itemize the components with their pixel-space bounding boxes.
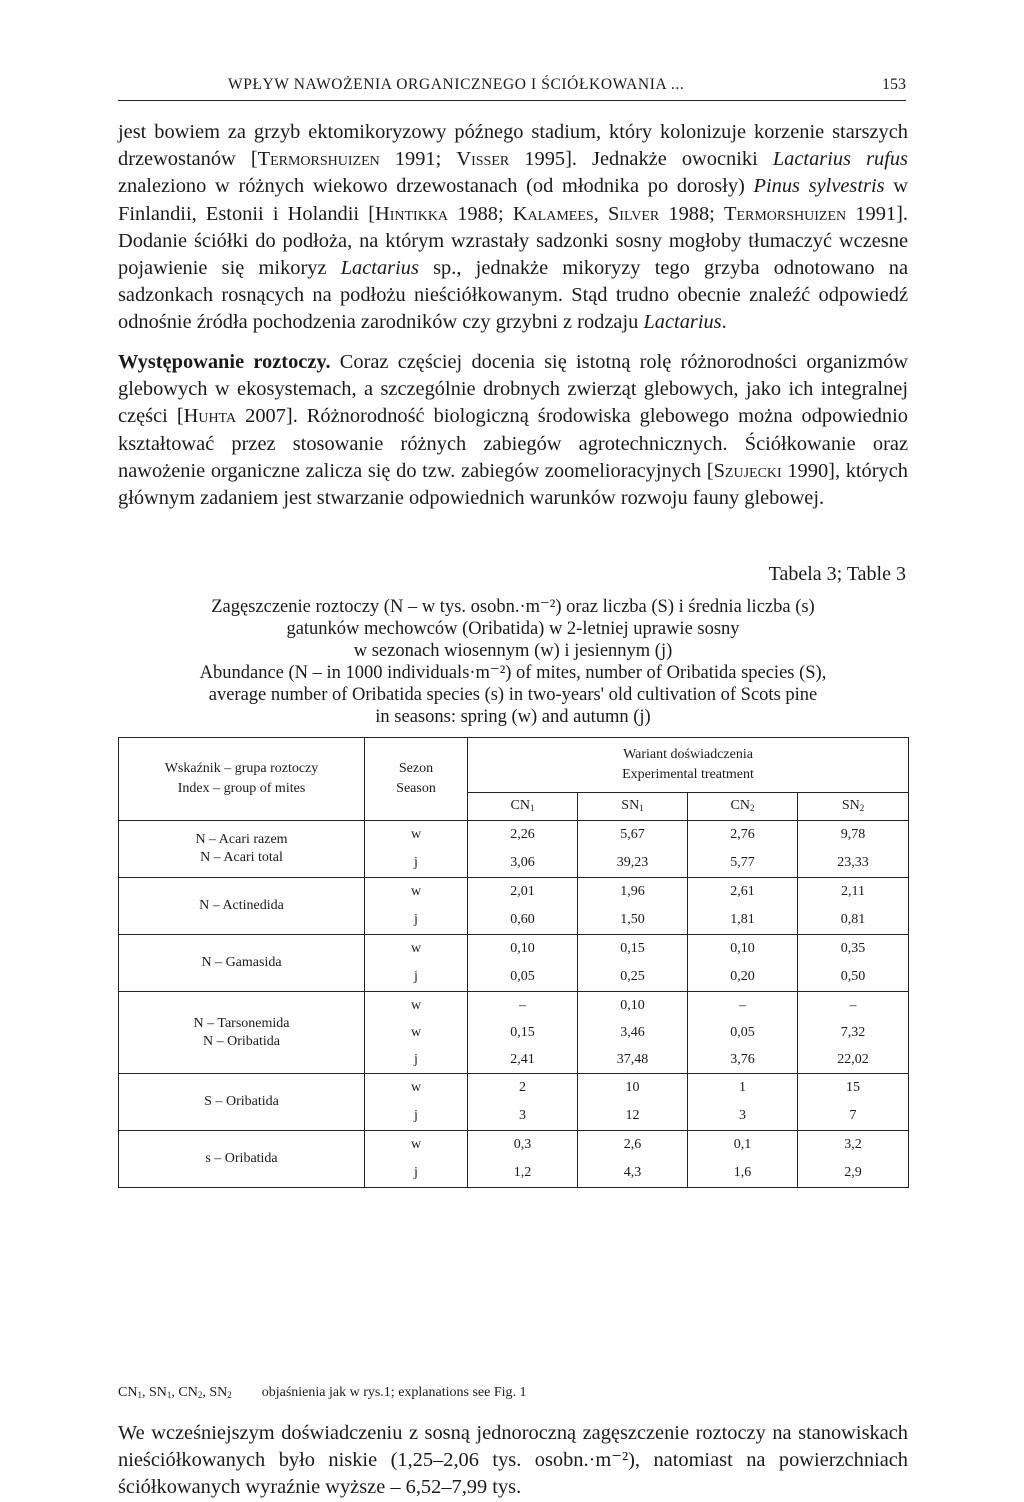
value-cell: 2,61 1,81 [688,878,798,935]
table-row [119,878,909,935]
group-label: S – Oribatida [119,1074,365,1131]
treatment-header: $SN_2$ [798,793,909,821]
header-season: Sezon Season [365,738,468,821]
header-variant: Wariant doświadczenia Experimental treatment [468,738,909,793]
value-cell: 10 12 [578,1074,688,1131]
data-table [118,737,909,1188]
table-number: Tabela 3; Table 3 [768,563,906,585]
paragraph-1: jest bowiem za grzyb ektomikoryzowy późnego stadium, który kolonizuje korzenie starszych drzewostanów [Termorshuizen 1991; Visser 1995]. Jednakże owocniki Lactarius rufus znaleziono w różnych wiekowo drzewostanach (od młodnika po dorosły) Pinus sylvestris w Finlandii, Estonii i Holandii [Hintikka 1988; Kalamees, Silver 1988; Termorshuizen 1991]. Dodanie ściółki do podłoża, na którym wzrastały sadzonki sosny mogłoby tłumaczyć wczesne pojawienie się mikoryz Lactarius sp., jednakże mikoryzy tego grzyba odnotowano na sadzonkach rosnących na podłożu nieściółkowanym. Stąd trudno obecnie znaleźć odpowiedź odnośnie źródła pochodzenia zarodników czy grzybni z rodzaju Lactarius. [118,121,908,334]
paragraph-2: Występowanie roztoczy. Coraz częściej docenia się istotną rolę różnorodności organizmów glebowych w ekosystemach, a szczególnie drobnych zwierząt glebowych, jako ich integralnej części [Huhta 2007]. Różnorodność biologiczną środowiska glebowego można odpowiednio kształtować przez stosowanie różnych zabiegów agrotechnicznych. Ściółkowanie oraz nawożenie organiczne zalicza się do tzw. zabiegów zoomelioracyjnych [Szujecki 1990], których głównym zadaniem jest stwarzanie odpowiednich warunków rozwoju fauny glebowej. [118,351,908,510]
value-cell: 0,10 0,05 [468,935,578,992]
season-cell: w j [365,935,468,992]
table-footnote: $CN_1$, $SN_1$, $CN_2$, $SN_2$ objaśnienia jak w rys.1; explanations see Fig. 1 [118,1385,527,1400]
value-cell: – 7,32 22,02 [798,992,909,1074]
value-cell: 0,10 3,46 37,48 [578,992,688,1074]
treatment-header: $CN_2$ [688,793,798,821]
group-label: N – Actinedida [119,878,365,935]
table-row [119,1131,909,1188]
treatment-code: $SN_2$ [209,1385,232,1400]
treatment-code: $CN_1$, [118,1385,149,1400]
group-label: N – Acari razem N – Acari total [119,821,365,878]
value-cell: 0,35 0,50 [798,935,909,992]
value-cell: 0,10 0,20 [688,935,798,992]
section-heading: Występowanie roztoczy. [118,351,331,373]
treatment-header: $SN_1$ [578,793,688,821]
paragraph-3: We wcześniejszym doświadczeniu z sosną jednoroczną zagęszczenie roztoczy na stanowiskach nieściółkowanych było niskie (1,25–2,06 tys. osobn.·m⁻²), natomiast na powierzchniach ściółkowanych wyraźnie wyższe – 6,52–7,99 tys. [118,1422,908,1499]
season-cell: w j [365,878,468,935]
season-cell: w j [365,1131,468,1188]
value-cell: 2,01 0,60 [468,878,578,935]
value-cell: 0,1 1,6 [688,1131,798,1188]
table-row [119,821,909,878]
caption-english: Abundance (N – in 1000 individuals·m⁻²) of mites, number of Oribatida species (S), average number of Oribatida species (s) in two-years' old cultivation of Scots pine in seasons: spring (w) and autumn (j) [199,663,827,727]
value-cell: 2,26 3,06 [468,821,578,878]
caption-polish: Zagęszczenie roztoczy (N – w tys. osobn.·m⁻²) oraz liczba (S) i średnia liczba (s) gatunków mechowców (Oribatida) w 2-letniej uprawie sosny w sezonach wiosennym (w) i jesiennym (j) [211,597,815,661]
value-cell: 2 3 [468,1074,578,1131]
running-title: WPŁYW NAWOŻENIA ORGANICZNEGO I ŚCIÓŁKOWANIA ... [228,76,685,93]
treatment-code: $CN_2$, [178,1385,210,1400]
value-cell: 15 7 [798,1074,909,1131]
table-row [119,1074,909,1131]
value-cell: 1,96 1,50 [578,878,688,935]
running-header [118,76,906,101]
group-label: s – Oribatida [119,1131,365,1188]
season-cell: w w j [365,992,468,1074]
value-cell: 2,76 5,77 [688,821,798,878]
group-label: N – Gamasida [119,935,365,992]
table-row [119,992,909,1074]
value-cell: 1 3 [688,1074,798,1131]
treatment-header: $CN_1$ [468,793,578,821]
header-index: Wskaźnik – grupa roztoczy Index – group of mites [119,738,365,821]
value-cell: 3,2 2,9 [798,1131,909,1188]
season-cell: w j [365,821,468,878]
season-cell: w j [365,1074,468,1131]
value-cell: 0,15 0,25 [578,935,688,992]
value-cell: – 0,15 2,41 [468,992,578,1074]
value-cell: 0,3 1,2 [468,1131,578,1188]
value-cell: 2,11 0,81 [798,878,909,935]
value-cell: 9,78 23,33 [798,821,909,878]
treatment-code: $SN_1$, [148,1385,179,1400]
table-row [119,935,909,992]
value-cell: 5,67 39,23 [578,821,688,878]
group-label: N – Tarsonemida N – Oribatida [119,992,365,1074]
value-cell: 2,6 4,3 [578,1131,688,1188]
value-cell: – 0,05 3,76 [688,992,798,1074]
page-number: 153 [882,76,906,93]
